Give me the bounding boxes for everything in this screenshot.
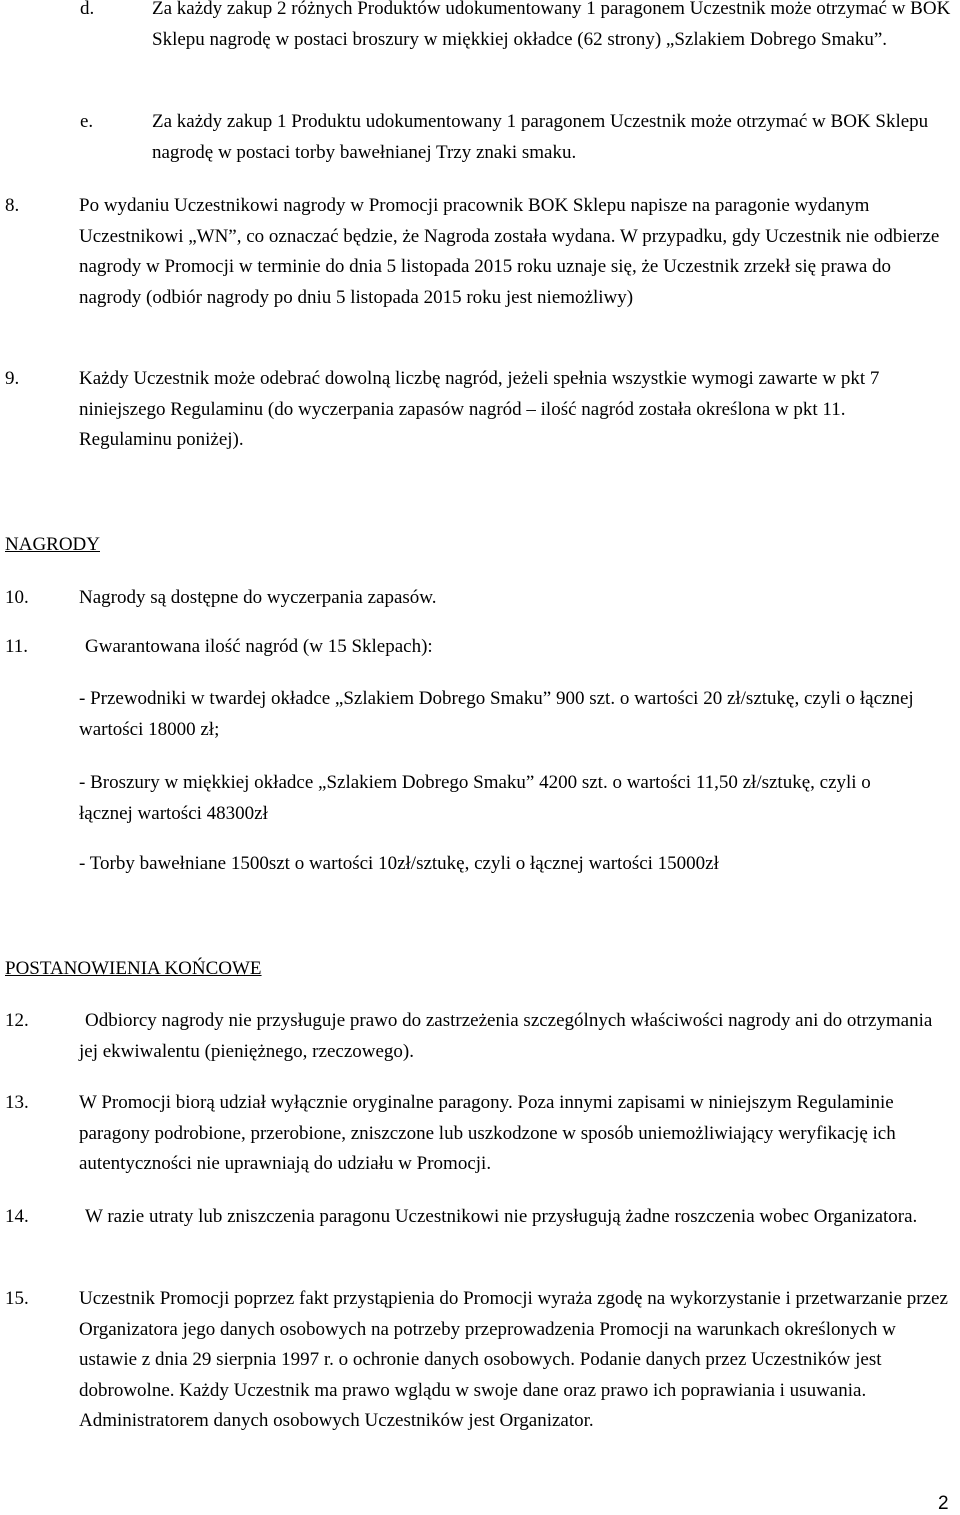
item-9-marker: 9. [5,368,20,389]
item-10-text: Nagrody są dostępne do wyczerpania zapasów. [79,587,437,608]
item-10-marker: 10. [5,587,29,608]
item-e-text: Za każdy zakup 1 Produktu udokumentowany 1 paragonem Uczestnik może otrzymać w BOK Sklepu nagrodę w postaci torby bawełnianej Trzy znaki smaku. [152,111,929,163]
item-13-marker: 13. [5,1092,29,1113]
item-11-marker: 11. [5,636,29,657]
page-number: 2 [938,1493,949,1514]
item-d-marker: d. [80,0,95,19]
prize-brochures: - Broszury w miękkiej okładce „Szlakiem Dobrego Smaku” 4200 szt. o wartości 11,50 zł/sztukę, czyli o łącznej wartości 48300zł [79,772,871,824]
item-e-marker: e. [80,111,94,132]
item-9-text: Każdy Uczestnik może odebrać dowolną liczbę nagród, jeżeli spełnia wszystkie wymogi zawarte w pkt 7 niniejszego Regulaminu (do wyczerpania zapasów nagród – ilość nagród została określona w pkt 11. Regulaminu poniżej). [79,368,880,450]
prize-bags: - Torby bawełniane 1500szt o wartości 10zł/sztukę, czyli o łącznej wartości 15000zł [79,853,719,874]
item-8-marker: 8. [5,195,20,216]
item-13-text: W Promocji biorą udział wyłącznie oryginalne paragony. Poza innymi zapisami w niniejszym Regulaminie paragony podrobione, przerobione, zniszczone lub uszkodzone w sposób uniemożliwiający weryfikację ich autentyczności nie uprawniają do udziału w Promocji. [79,1092,896,1174]
item-14-text: W razie utraty lub zniszczenia paragonu Uczestnikowi nie przysługują żadne roszczenia wobec Organizatora. [85,1206,918,1227]
prize-guidebooks: - Przewodniki w twardej okładce „Szlakiem Dobrego Smaku” 900 szt. o wartości 20 zł/sztukę, czyli o łącznej wartości 18000 zł; [79,688,914,740]
item-12-text: Odbiorcy nagrody nie przysługuje prawo do zastrzeżenia szczególnych właściwości nagrody ani do otrzymania jej ekwiwalentu (pieniężnego, rzeczowego). [79,1010,933,1062]
item-11-text: Gwarantowana ilość nagród (w 15 Sklepach): [85,636,433,657]
item-8-text: Po wydaniu Uczestnikowi nagrody w Promocji pracownik BOK Sklepu napisze na paragonie wydanym Uczestnikowi „WN”, co oznaczać będzie, że Nagroda została wydana. W przypadku, gdy Uczestnik nie odbierze nagrody w Promocji w terminie do dnia 5 listopada 2015 roku uznaje się, że Uczestnik zrzekł się prawa do nagrody (odbiór nagrody po dniu 5 listopada 2015 roku jest niemożliwy) [79,195,940,308]
item-d-text: Za każdy zakup 2 różnych Produktów udokumentowany 1 paragonem Uczestnik może otrzymać w BOK Sklepu nagrodę w postaci broszury w miękkiej okładce (62 strony) „Szlakiem Dobrego Smaku”. [152,0,951,50]
section-heading-nagrody: NAGRODY [5,534,100,555]
section-heading-postanowienia: POSTANOWIENIA KOŃCOWE [5,958,262,979]
item-12-marker: 12. [5,1010,29,1031]
item-15-text: Uczestnik Promocji poprzez fakt przystąpienia do Promocji wyraża zgodę na wykorzystanie i przetwarzanie przez Organizatora jego danych osobowych na potrzeby przeprowadzenia Promocji na warunkach określonych w ustawie z dnia 29 sierpnia 1997 r. o ochronie danych osobowych. Podanie danych przez Uczestników jest dobrowolne. Każdy Uczestnik ma prawo wglądu w swoje dane oraz prawo ich poprawiania i usuwania. Administratorem danych osobowych Uczestników jest Organizator. [79,1288,948,1431]
item-15-marker: 15. [5,1288,29,1309]
item-14-marker: 14. [5,1206,29,1227]
